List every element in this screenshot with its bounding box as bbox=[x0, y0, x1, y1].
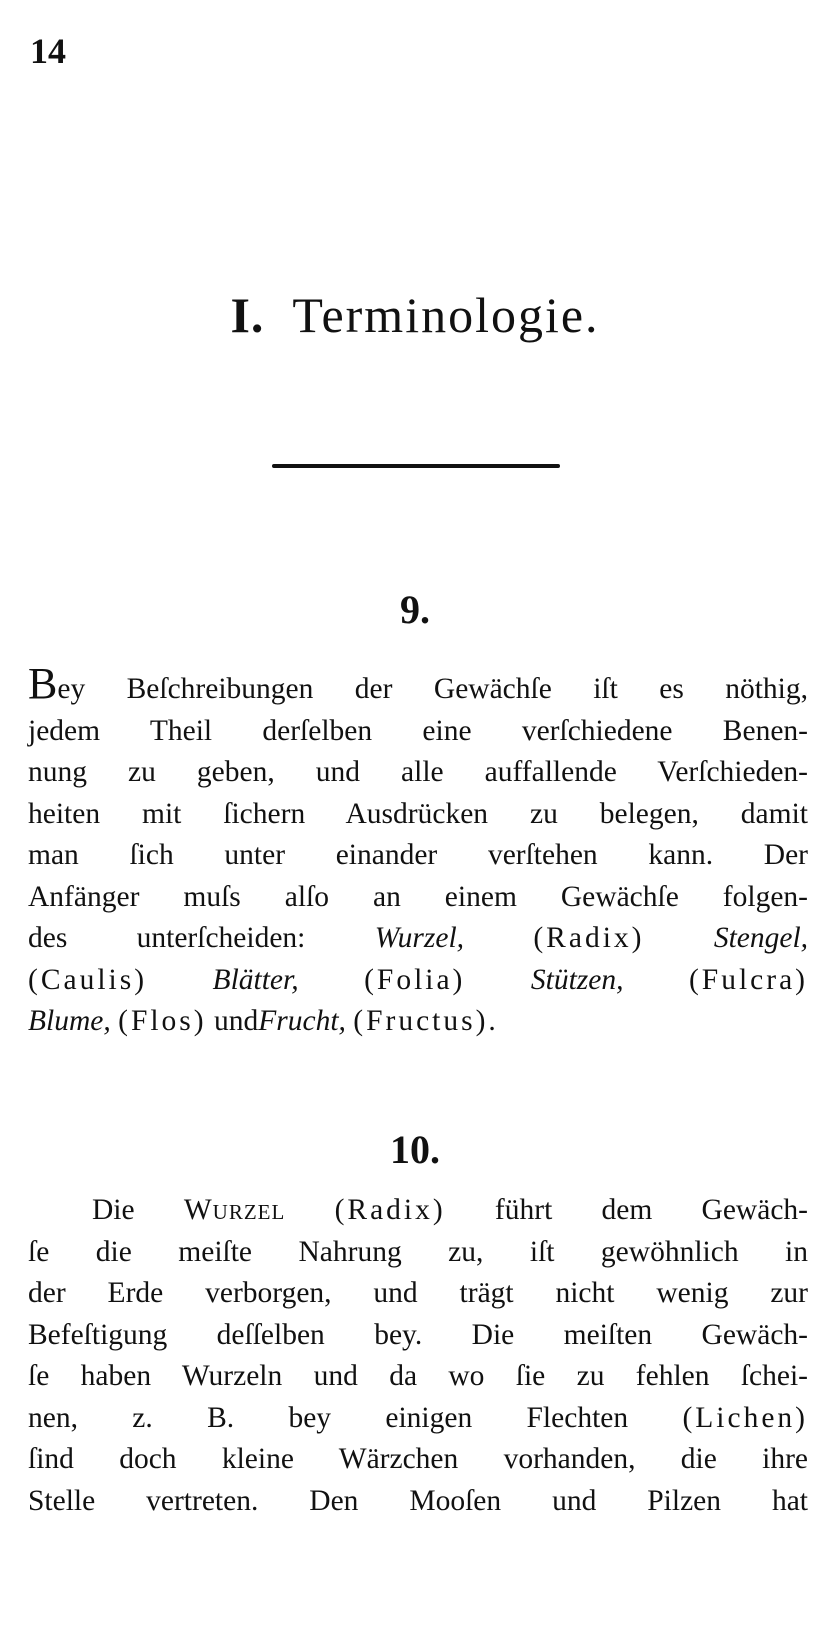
latin-caulis: (Caulis) bbox=[28, 963, 148, 996]
line-rest: führt dem Gewäch- bbox=[494, 1194, 808, 1226]
term-stengel: Stengel, bbox=[713, 922, 809, 954]
term-frucht: Frucht, bbox=[258, 1005, 346, 1037]
section-10-paragraph bbox=[28, 1190, 808, 1522]
section-number-10: 10. bbox=[390, 1127, 440, 1172]
latin-fulcra: (Fulcra) bbox=[688, 963, 808, 996]
section-9-paragraph bbox=[28, 659, 809, 1043]
paragraph-line bbox=[28, 960, 808, 1002]
term-blume: Blume, bbox=[28, 1005, 111, 1037]
drop-cap: B bbox=[28, 659, 58, 708]
paragraph-line: heiten mit ſichern Ausdrücken zu belegen, damit bbox=[28, 797, 808, 830]
chapter-heading bbox=[0, 287, 830, 343]
line-lead: Die bbox=[92, 1194, 135, 1226]
paragraph-line: ſind doch kleine Wärzchen vorhanden, die ihre bbox=[28, 1443, 808, 1475]
paragraph-line: Befeſtigung deſſelben bey. Die meiſten Gewäch- bbox=[28, 1318, 808, 1351]
term-wurzel: Wurzel, bbox=[374, 922, 465, 954]
latin-radix: (Radix) bbox=[533, 922, 645, 954]
latin-folia: (Folia) bbox=[364, 963, 466, 996]
paragraph-line: Stelle vertreten. Den Mooſen und Pilzen hat bbox=[28, 1484, 808, 1517]
paragraph-line bbox=[28, 1190, 808, 1232]
paragraph-line: nung zu geben, und alle auffallende Verſchieden- bbox=[28, 756, 808, 788]
latin-lichen: (Lichen) bbox=[682, 1401, 808, 1434]
latin-fructus: (Fructus). bbox=[353, 1005, 499, 1037]
paragraph-line: der Erde verborgen, und trägt nicht wenig zur bbox=[28, 1277, 808, 1309]
paragraph-line: jedem Theil derſelben eine verſchiedene Benen- bbox=[28, 714, 808, 747]
term-blaetter: Blätter, bbox=[212, 963, 299, 996]
paragraph-line bbox=[28, 659, 808, 711]
line-lead: nen, z. B. bey einigen Flechten bbox=[28, 1401, 629, 1434]
chapter-numeral: I. bbox=[230, 287, 265, 343]
line-lead: des unterſcheiden: bbox=[28, 922, 306, 954]
latin-flos: (Flos) bbox=[118, 1005, 207, 1037]
section-number-9: 9. bbox=[400, 587, 430, 632]
term-stuetzen: Stützen, bbox=[530, 963, 624, 996]
chapter-title: Terminologie. bbox=[292, 287, 600, 343]
heading-divider-rule bbox=[272, 464, 560, 468]
paragraph-line bbox=[28, 918, 808, 960]
paragraph-line: Anfänger muſs alſo an einem Gewächſe folgen- bbox=[28, 880, 808, 913]
paragraph-line: ſe haben Wurzeln und da wo ſie zu fehlen ſchei- bbox=[28, 1360, 808, 1392]
paragraph-line: man ſich unter einander verſtehen kann. Der bbox=[28, 839, 808, 871]
line-text: ey Beſchreibungen der Gewächſe iſt es nöthig, bbox=[57, 673, 808, 705]
paragraph-line: ſe die meiſte Nahrung zu, iſt gewöhnlich in bbox=[28, 1235, 808, 1268]
paragraph-line bbox=[28, 1001, 808, 1043]
latin-radix: (Radix) bbox=[334, 1194, 446, 1226]
conjunction: und bbox=[213, 1005, 259, 1037]
page-number: 14 bbox=[30, 31, 66, 71]
paragraph-line bbox=[28, 1398, 808, 1440]
term-wurzel-smallcaps: Wurzel bbox=[183, 1194, 286, 1226]
